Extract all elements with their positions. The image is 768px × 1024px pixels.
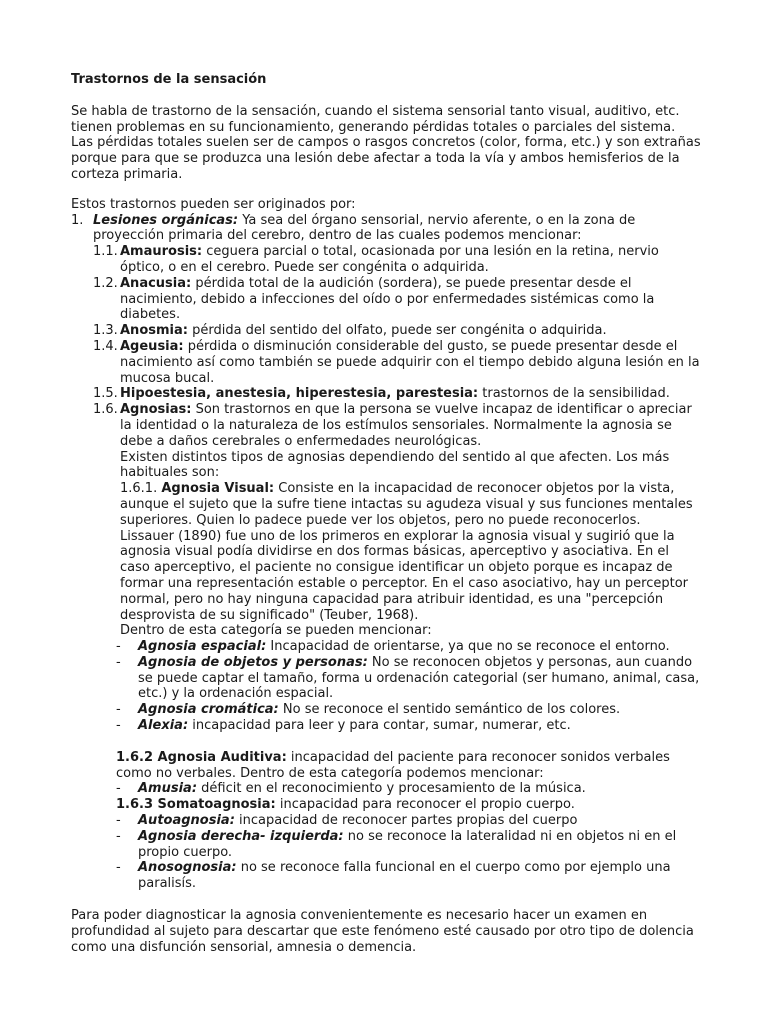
list-item-1: 1. Lesiones orgánicas: Ya sea del órgano sensorial, nervio aferente, o en la zona de proyección primaria del cerebro, dentro de las cuales podemos mencionar:: [71, 212, 636, 244]
subitem-term: Hipoestesia, anestesia, hiperestesia, parestesia:: [120, 386, 479, 402]
document-title: Trastornos de la sensación: [71, 72, 267, 87]
agnosia-auditiva-paragraph: 1.6.2 Agnosia Auditiva: incapacidad del paciente para reconocer sonidos verbales como no verbales. Dentro de esta categoría podemos mencionar:: [116, 749, 670, 781]
intro-paragraph: Se habla de trastorno de la sensación, cuando el sistema sensorial tanto visual, auditivo, etc. tienen problemas en su funcionamiento, generando pérdidas totales o parciales del sistema. Las pérdidas totales suelen ser de campos o rasgos concretos (color, forma, etc.) y son extrañas porque para que se produzca una lesión debe afectar a toda la vía y ambos hemisferios de la corteza primaria.: [71, 103, 701, 182]
visual-category-lead: Dentro de esta categoría se pueden mencionar:: [120, 623, 432, 639]
agnosia-auditiva-term: 1.6.2 Agnosia Auditiva:: [116, 749, 287, 765]
agnosia-visual-paragraph: 1.6.1. Agnosia Visual: Consiste en la incapacidad de reconocer objetos por la vista, aunque el sujeto que la sufre tiene intactas su agudeza visual y sus funciones mentales superiores. Quien lo padece puede ver los objetos, pero no puede reconocerlos.: [120, 481, 693, 528]
subitem-term: Amaurosis:: [120, 244, 203, 260]
bullet-item: - Autoagnosia: incapacidad de reconocer partes propias del cuerpo: [116, 813, 578, 829]
subitem-1-2: 1.2. Anacusia: pérdida total de la audición (sordera), se puede presentar desde el nacimiento, debido a infecciones del oído o por enfermedades sistémicas como la diabetes.: [93, 275, 655, 323]
item-term: Lesiones orgánicas:: [93, 212, 239, 228]
subitem-term: Agnosias:: [120, 402, 192, 418]
subitem-term: Anacusia:: [120, 275, 192, 291]
subitem-term: Ageusia:: [120, 338, 184, 354]
bullet-item: - Alexia: incapacidad para leer y para contar, sumar, numerar, etc.: [116, 718, 571, 734]
bullet-item: - Amusia: déficit en el reconocimiento y procesamiento de la música.: [116, 781, 586, 797]
subitem-1-1: 1.1. Amaurosis: ceguera parcial o total, ocasionada por una lesión en la retina, nervio óptico, o en el cerebro. Puede ser congénita o adquirida.: [93, 244, 659, 275]
bullet-item: - Agnosia de objetos y personas: No se reconocen objetos y personas, aun cuando se puede captar el tamaño, forma u ordenación categorial (ser humano, animal, casa, etc.) y la ordenación espacial.: [116, 654, 700, 702]
somatoagnosia-term: 1.6.3 Somatoagnosia:: [116, 797, 276, 813]
subitem-1-6: 1.6. Agnosias: Son trastornos en que la persona se vuelve incapaz de identificar o apreciar la identidad o la naturaleza de los estímulos sensoriales. Normalmente la agnosia se debe a daños cerebrales o enfermedades neurológicas.: [93, 402, 692, 449]
agnosia-visual-term: Agnosia Visual:: [161, 481, 275, 497]
subitem-1-5: 1.5. Hipoestesia, anestesia, hiperestesia, parestesia: trastornos de la sensibilidad.: [93, 386, 670, 402]
subitem-1-4: 1.4. Ageusia: pérdida o disminución considerable del gusto, se puede presentar desde el nacimiento así como también se puede adquirir con el tiempo debido alguna lesión en la mucosa bucal.: [93, 338, 700, 386]
bullet-item: - Agnosia derecha- izquierda: no se reconoce la lateralidad ni en objetos ni en el propio cuerpo.: [116, 828, 677, 860]
lissauer-paragraph: Lissauer (1890) fue uno de los primeros en explorar la agnosia visual y sugirió que la agnosia visual podía dividirse en dos formas básicas, aperceptivo y asociativa. En el caso aperceptivo, el paciente no consigue identificar un objeto porque es incapaz de formar una representación estable o perceptor. En el caso asociativo, hay un perceptor normal, pero no hay ninguna capacidad para atribuir identidad, es una "percepción desprovista de su significado" (Teuber, 1968).: [120, 528, 689, 623]
subitem-term: Anosmia:: [120, 323, 188, 339]
closing-paragraph: Para poder diagnosticar la agnosia convenientemente es necesario hacer un examen en profundidad al sujeto para descartar que este fenómeno esté causado por otro tipo de dolencia como una disfunción sensorial, amnesia o demencia.: [71, 908, 694, 955]
lead-sentence: Estos trastornos pueden ser originados por:: [71, 196, 356, 212]
document-body: [71, 72, 701, 955]
bullet-item: - Agnosia cromática: No se reconoce el sentido semántico de los colores.: [116, 702, 621, 718]
bullet-item: - Agnosia espacial: Incapacidad de orientarse, ya que no se reconoce el entorno.: [116, 639, 670, 655]
bullet-item: - Anosognosia: no se reconoce falla funcional en el cuerpo como por ejemplo una paralisís.: [116, 860, 671, 892]
subitem-1-3: 1.3. Anosmia: pérdida del sentido del olfato, puede ser congénita o adquirida.: [93, 323, 607, 339]
agnosia-types-text: Existen distintos tipos de agnosias dependiendo del sentido al que afecten. Los más habituales son:: [120, 449, 670, 481]
somatoagnosia-paragraph: 1.6.3 Somatoagnosia: incapacidad para reconocer el propio cuerpo.: [116, 797, 575, 813]
